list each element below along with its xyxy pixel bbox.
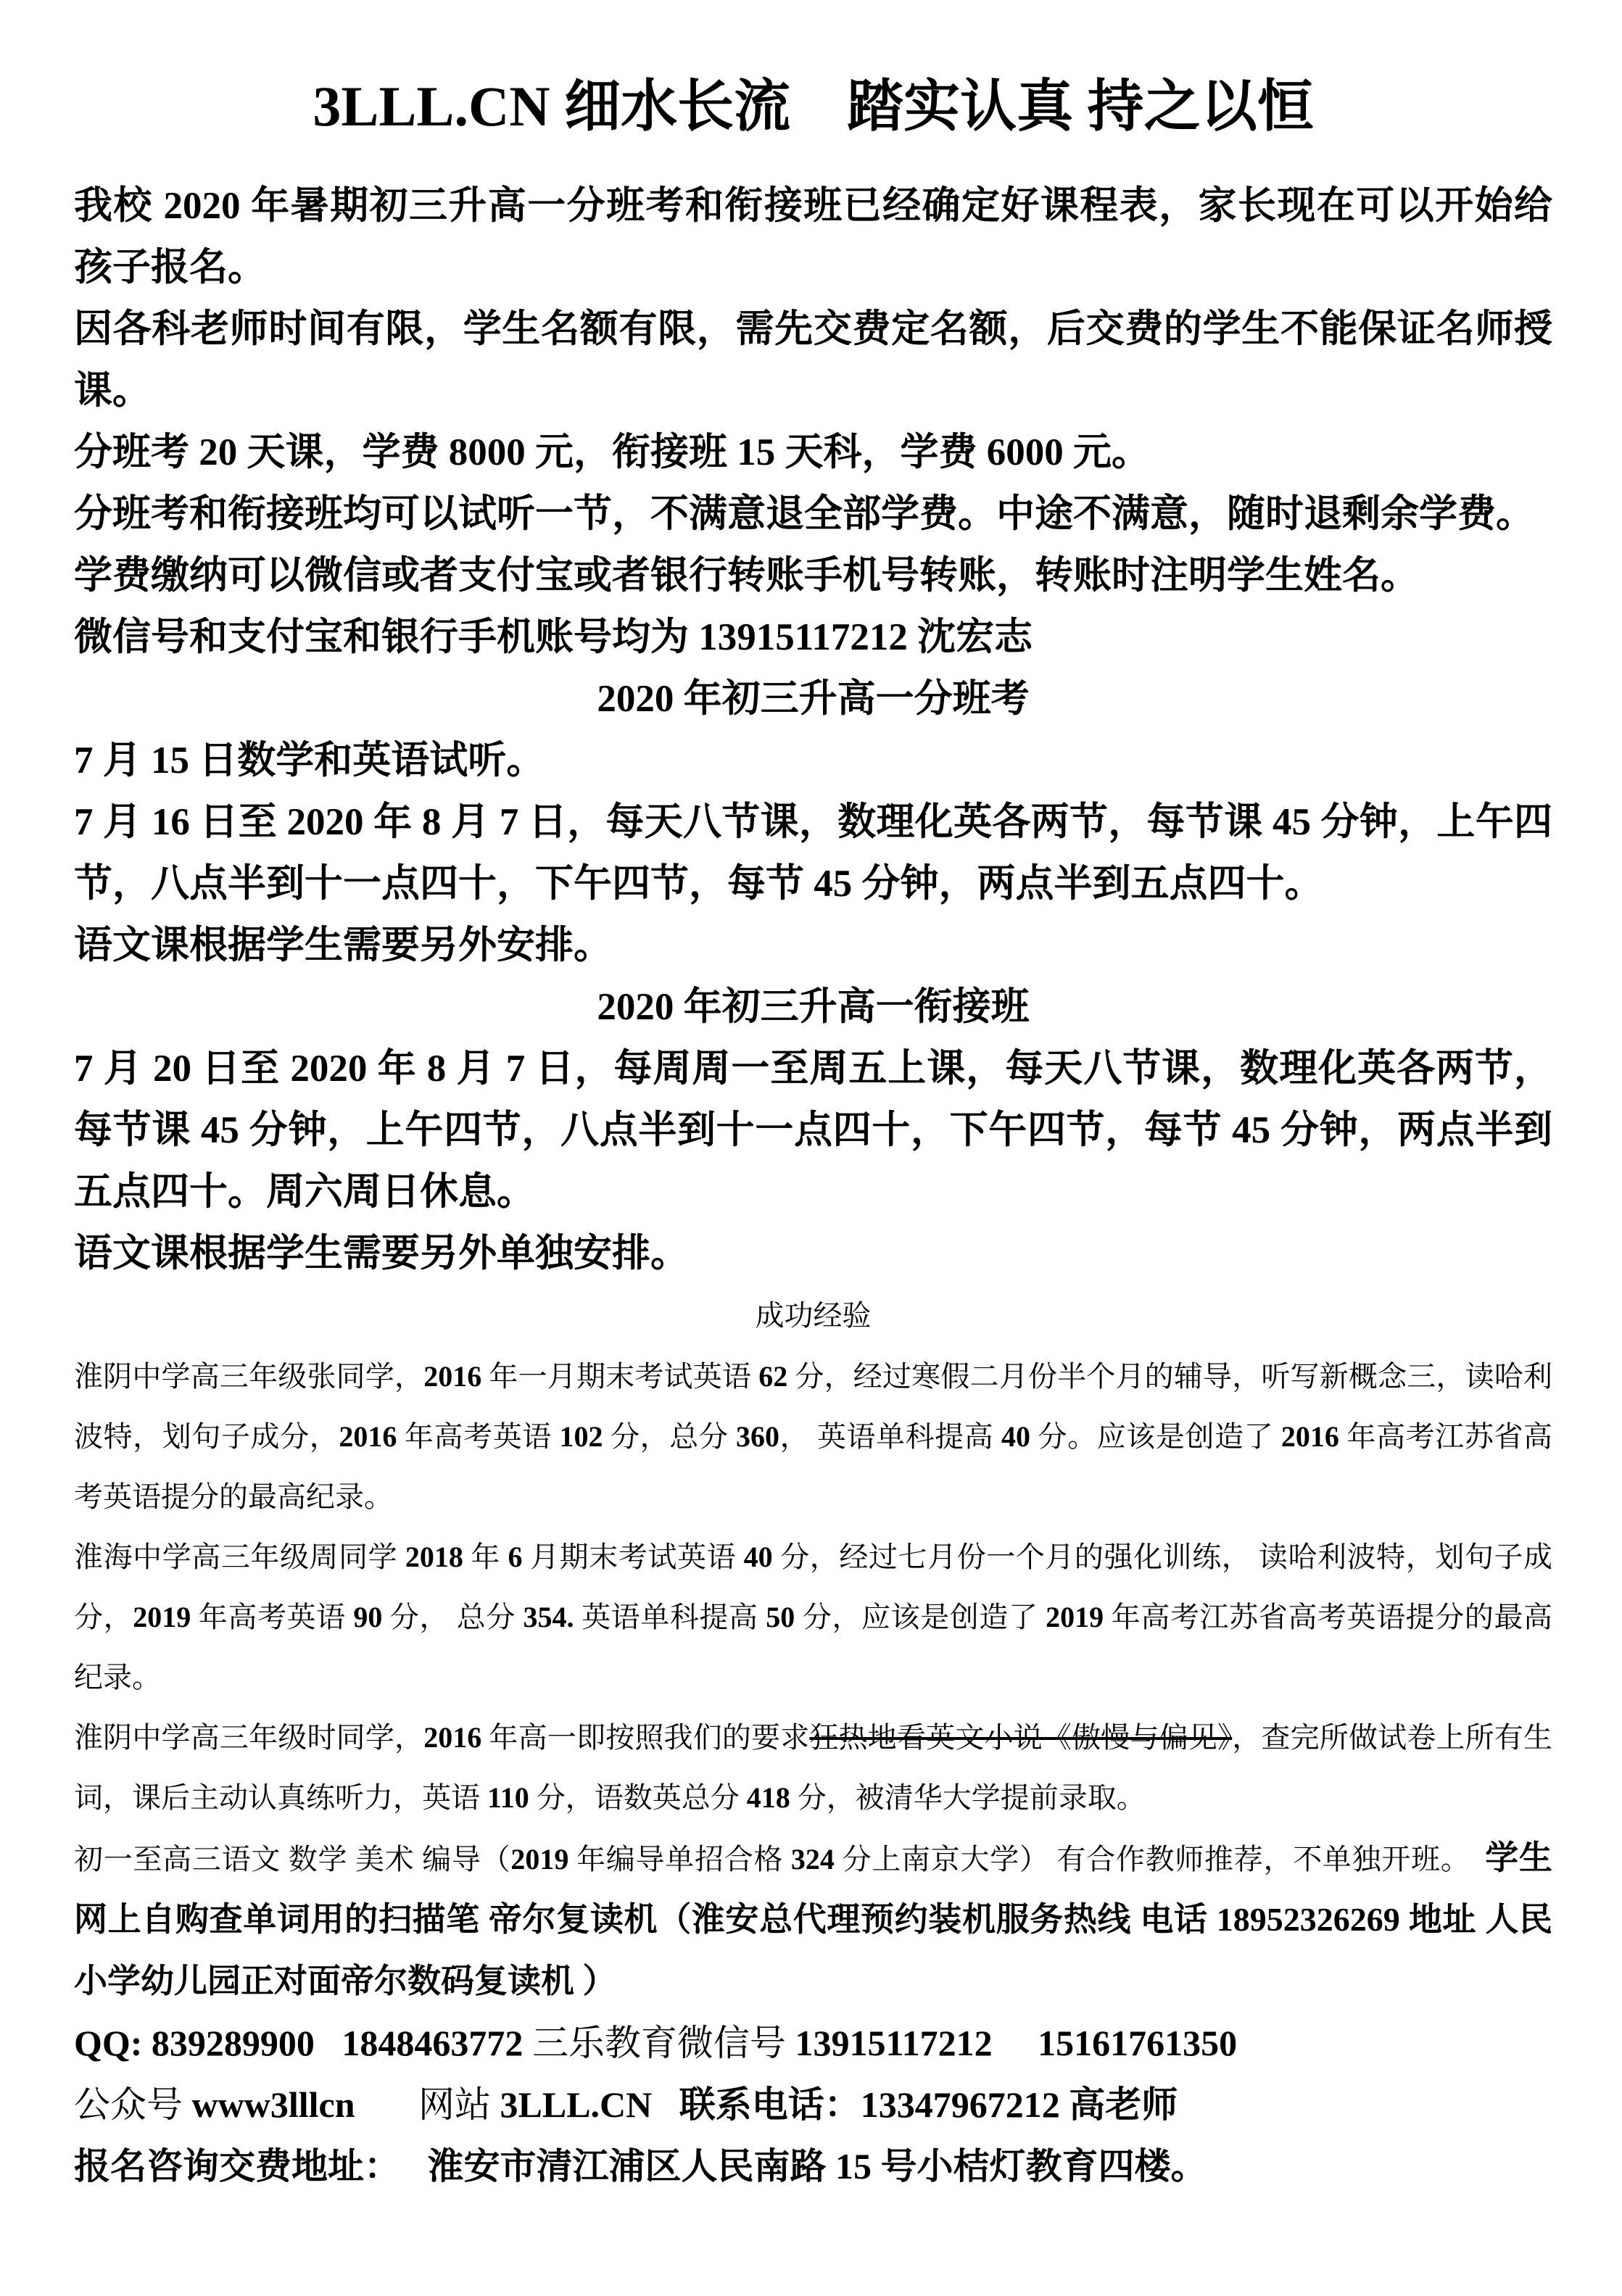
- bridging-class-paragraph-1: 7 月 20 日至 2020 年 8 月 7 日，每周周一至周五上课，每天八节课，数理化英各两节，每节课 45 分钟，上午四节，八点半到十一点四十，下午四节，每节 45 分钟，两点半到五点四十。周六周日休息。: [74, 1048, 1552, 1213]
- phone-label: 联系电话：: [652, 2084, 861, 2125]
- bridging-class-heading: 2020 年初三升高一衔接班: [597, 986, 1030, 1028]
- page-title: 3LLL.CN 细水长流 踏实认真 持之以恒: [313, 75, 1314, 138]
- official-account-value: www3lllcn: [191, 2084, 355, 2125]
- wechat-label: 三乐教育微信号: [523, 2023, 795, 2063]
- success-section-heading: 成功经验: [755, 1299, 872, 1332]
- official-account-label: 公众号: [74, 2084, 192, 2125]
- accounts-contact-line: [74, 2074, 1552, 2136]
- placement-exam-heading: 2020 年初三升高一分班考: [597, 678, 1030, 720]
- courses-text: 初一至高三语文 数学 美术 编导（2019 年编导单招合格 324 分上南京大学） 有合作教师推荐，不单独开班。: [74, 1843, 1486, 1876]
- placement-exam-paragraph-1: 7 月 15 日数学和英语试听。: [74, 739, 545, 782]
- story-3-strikethrough-text: 狂热地看英文小说《傲慢与偏见》: [809, 1721, 1233, 1754]
- website-label: 网站: [355, 2084, 500, 2125]
- website-value: 3LLL.CN: [500, 2084, 653, 2125]
- story-3-text: 淮阴中学高三年级时同学，2016 年高一即按照我们的要求: [74, 1721, 810, 1754]
- bridging-class-paragraph-2: 语文课根据学生需要另外单独安排。: [74, 1232, 689, 1275]
- qq-contact-line: [74, 2013, 1552, 2074]
- wechat-numbers: 13915117212 15161761350: [795, 2023, 1238, 2063]
- contact-person: 高老师: [1059, 2084, 1178, 2125]
- story-3-text-continued: ，查完所做试卷上所有生词，课后主动认真练听力，英语 110 分，语数英总分 418 分，被清华大学提前录取。: [74, 1721, 1553, 1814]
- success-story-3: [74, 1707, 1552, 1828]
- address-label: 报名咨询交费地址：: [74, 2146, 400, 2187]
- courses-emphasized-text: 学生网上自购查单词用的扫描笔 帝尔复读机（淮安总代理预约装机服务热线 电话 18952326269 地址 人民小学幼儿园正对面帝尔数码复读机 ）: [74, 1839, 1553, 1999]
- phone-value: 13347967212: [860, 2084, 1060, 2125]
- address-value: 淮安市清江浦区人民南路 15 号小桔灯教育四楼。: [400, 2146, 1207, 2187]
- success-story-1: 淮阴中学高三年级张同学，2016 年一月期末考试英语 62 分，经过寒假二月份半个月的辅导，听写新概念三，读哈利波特，划句子成分，2016 年高考英语 102 分，总分 360， 英语单科提高 40 分。应该是创造了 2016 年高考江苏省高考英语提分的最高纪录。: [74, 1360, 1553, 1513]
- intro-paragraph-3: 分班考 20 天课，学费 8000 元，衔接班 15 天科，学费 6000 元。: [74, 431, 1150, 473]
- intro-paragraph-4: 分班考和衔接班均可以试听一节，不满意退全部学费。中途不满意，随时退剩余学费。: [74, 493, 1534, 535]
- address-line: [74, 2136, 1552, 2197]
- intro-paragraph-6: 微信号和支付宝和银行手机账号均为 13915117212 沈宏志: [74, 616, 1033, 658]
- courses-line: [74, 1828, 1552, 2013]
- intro-paragraph-2: 因各科老师时间有限，学生名额有限，需先交费定名额，后交费的学生不能保证名师授课。: [74, 308, 1552, 412]
- placement-exam-paragraph-2: 7 月 16 日至 2020 年 8 月 7 日，每天八节课，数理化英各两节，每节课 45 分钟，上午四节，八点半到十一点四十，下午四节，每节 45 分钟，两点半到五点四十。: [74, 801, 1552, 905]
- intro-paragraph-1: 我校 2020 年暑期初三升高一分班考和衔接班已经确定好课程表，家长现在可以开始给孩子报名。: [74, 185, 1552, 289]
- intro-paragraph-5: 学费缴纳可以微信或者支付宝或者银行转账手机号转账，转账时注明学生姓名。: [74, 555, 1419, 597]
- success-story-2: 淮海中学高三年级周同学 2018 年 6 月期末考试英语 40 分，经过七月份一个月的强化训练， 读哈利波特，划句子成分，2019 年高考英语 90 分， 总分 354. 英语单科提高 50 分，应该是创造了 2019 年高考江苏省高考英语提分的最高纪录。: [74, 1541, 1553, 1694]
- qq-numbers: QQ: 839289900 1848463772: [74, 2023, 524, 2063]
- placement-exam-paragraph-3: 语文课根据学生需要另外安排。: [74, 924, 612, 966]
